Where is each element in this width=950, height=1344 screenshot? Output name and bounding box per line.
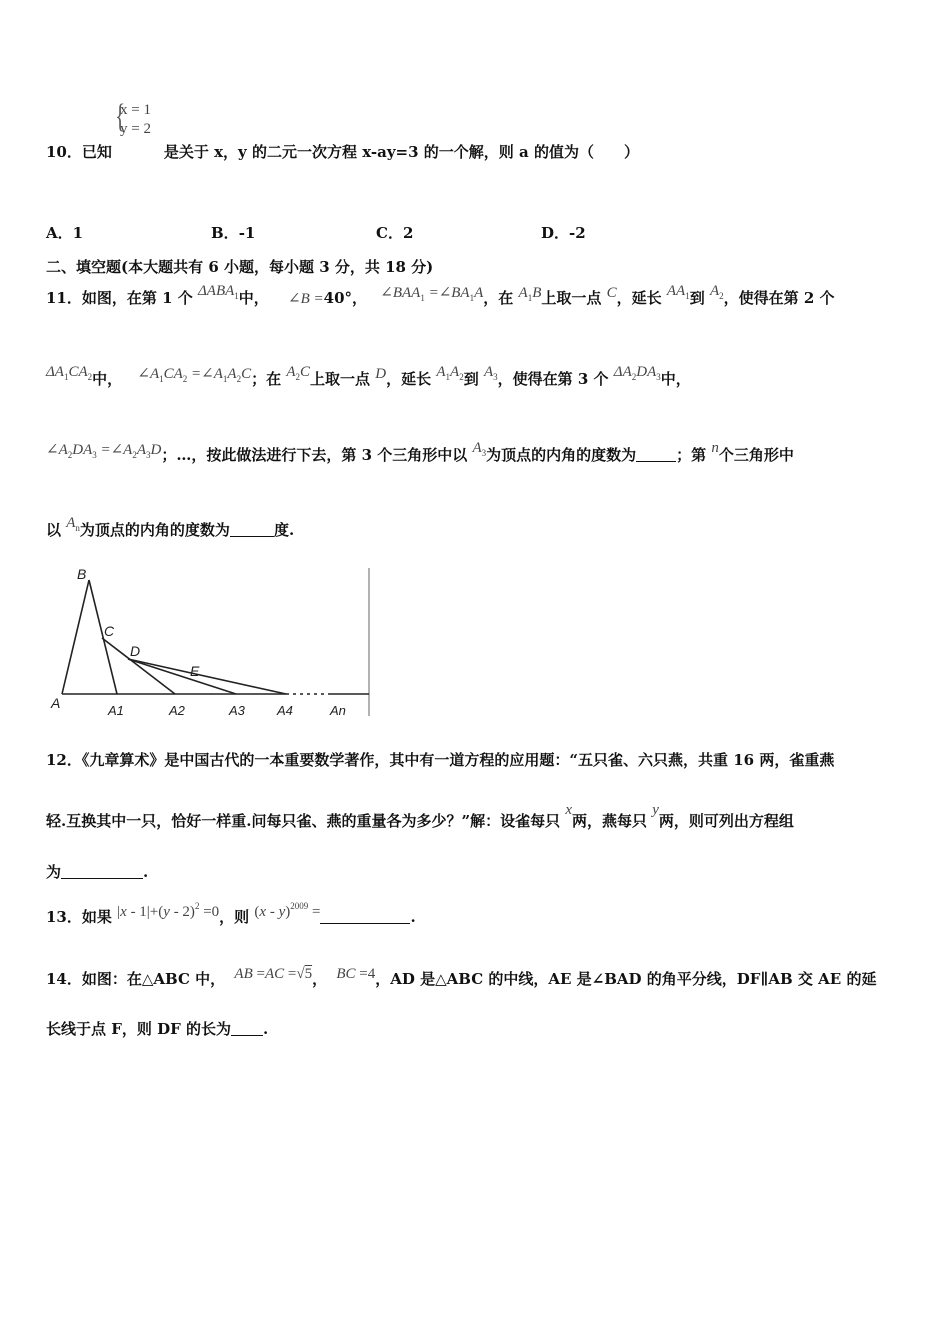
q13-blank[interactable] (320, 909, 410, 924)
math-aa1: $AA_1$ (666, 283, 690, 301)
q11-blank-2[interactable] (230, 522, 274, 537)
math-angle-eq3: $\angle A_2DA_3$ $=\angle A_2A_3D$ (46, 442, 162, 460)
label-c: C (104, 623, 115, 639)
q11-line4: 以 $A_n$为顶点的内角的度数为 度. (46, 515, 295, 539)
math-triangle-a2da3: $\Delta A_2DA_3$ (613, 364, 661, 382)
label-a2: A2 (169, 703, 185, 718)
label-a4: A4 (277, 703, 293, 718)
q14-line2: 长线于点 F，则 DF 的长为 . (46, 1020, 269, 1038)
math-y: y (652, 802, 659, 818)
label-an: An (330, 703, 346, 718)
q11-line3: $\angle A_2DA_3$ $=\angle A_2A_3D$；…，按此做法进行下去，第 3 个三角形中以 $A_3$为顶点的内角的度数为 ；第 n个三角形中 (46, 440, 794, 464)
math-angle-b: ∠B = (288, 291, 324, 307)
q10-system (112, 98, 164, 141)
q10-option-d: D．-2 (541, 224, 586, 242)
math-a2: $A_2$ (709, 283, 724, 301)
q10-system-brace: { (115, 98, 126, 135)
q11-figure (46, 563, 376, 723)
math-an: $A_n$ (66, 515, 80, 533)
math-expression: (x - y)$^{2009}$ = (254, 901, 321, 920)
math-a1a2: $A_1A_2$ (436, 364, 464, 382)
q10-stem (46, 141, 639, 162)
q10-system-eq2: y = 2 (120, 121, 151, 137)
segment-da3 (128, 659, 236, 694)
math-a3-vertex: $A_3$ (472, 440, 487, 458)
math-angle-eq2: $\angle A_1CA_2$ $=\angle A_1A_2C$ (137, 366, 252, 384)
segment-ab (62, 580, 89, 694)
q10-system-eq1: x = 1 (120, 102, 151, 118)
math-a3: $A_3$ (483, 364, 498, 382)
q10-text-b: 是关于 x，y 的二元一次方程 x-ay=3 的一个解，则 a 的值为（ ） (163, 143, 639, 161)
math-angle-eq1: $\angle BAA_1$ $=\angle BA_1A$ (380, 285, 484, 303)
q10-option-b: B．-1 (211, 224, 256, 242)
label-b: B (77, 566, 87, 582)
q14-line1: 14．如图：在△ABC 中， AB =AC =√5， BC =4，AD 是△ABC 的中线，AE 是∠BAD 的角平分线，DF∥AB 交 AE 的延 (46, 966, 877, 988)
math-c: C (606, 285, 617, 301)
q11-line1: 11．如图，在第 1 个 $\Delta ABA_1$中， ∠B =40°， $\angle BAA_1$ $=\angle BA_1A$，在 $A_1B$上取一点 C，延长 $AA_1$到 $A_2$，使得在第 2 个 (46, 283, 835, 307)
math-condition: |x - 1|+(y - 2)$^2$ =0 (117, 901, 220, 920)
math-triangle-aba1: $\Delta ABA_1$ (198, 283, 239, 301)
label-e: E (190, 663, 200, 679)
q12-line3: 为 . (46, 863, 149, 881)
label-a1: A1 (108, 703, 124, 718)
math-d: D (375, 366, 387, 382)
q11-line2: $\Delta A_1CA_2$中， $\angle A_1CA_2$ $=\angle A_1A_2C$；在 $A_2C$上取一点 D，延长 $A_1A_2$到 $A_3$，使得在第 3 个 $\Delta A_2DA_3$中， (46, 364, 691, 388)
math-a2c: $A_2C$ (286, 364, 311, 382)
q10-option-c: C．2 (376, 224, 414, 242)
math-ab-ac: AB =AC =√5 (234, 966, 313, 982)
q10-number: 10． (46, 143, 82, 161)
q12-blank[interactable] (61, 864, 143, 879)
label-a: A (51, 695, 61, 711)
q11-blank-1[interactable] (636, 447, 676, 462)
math-a1b: $A_1B$ (518, 285, 542, 303)
label-d: D (130, 643, 141, 659)
q12-line2: 轻.互换其中一只，恰好一样重.问每只雀、燕的重量各为多少？”解：设雀每只 x两，燕每只 y两，则可列出方程组 (46, 802, 794, 830)
q10-text-a: 已知 (81, 143, 112, 161)
math-bc: BC =4 (336, 966, 376, 982)
math-n: n (711, 440, 719, 456)
q12-line1: 12．《九章算术》是中国古代的一本重要数学著作，其中有一道方程的应用题：“五只雀、六只燕，共重 16 两，雀重燕 (46, 751, 835, 769)
label-a3: A3 (229, 703, 245, 718)
section-heading: 二、填空题(本大题共有 6 小题，每小题 3 分，共 18 分) (46, 258, 434, 276)
q10-option-a: A．1 (46, 224, 84, 242)
q14-blank[interactable] (231, 1021, 263, 1036)
q13-line: 13．如果 |x - 1|+(y - 2)$^2$ =0，则 (x - y)$^{2009}$ = . (46, 901, 416, 926)
math-triangle-a1ca2: $\Delta A_1CA_2$ (46, 364, 93, 382)
math-x: x (565, 802, 572, 818)
